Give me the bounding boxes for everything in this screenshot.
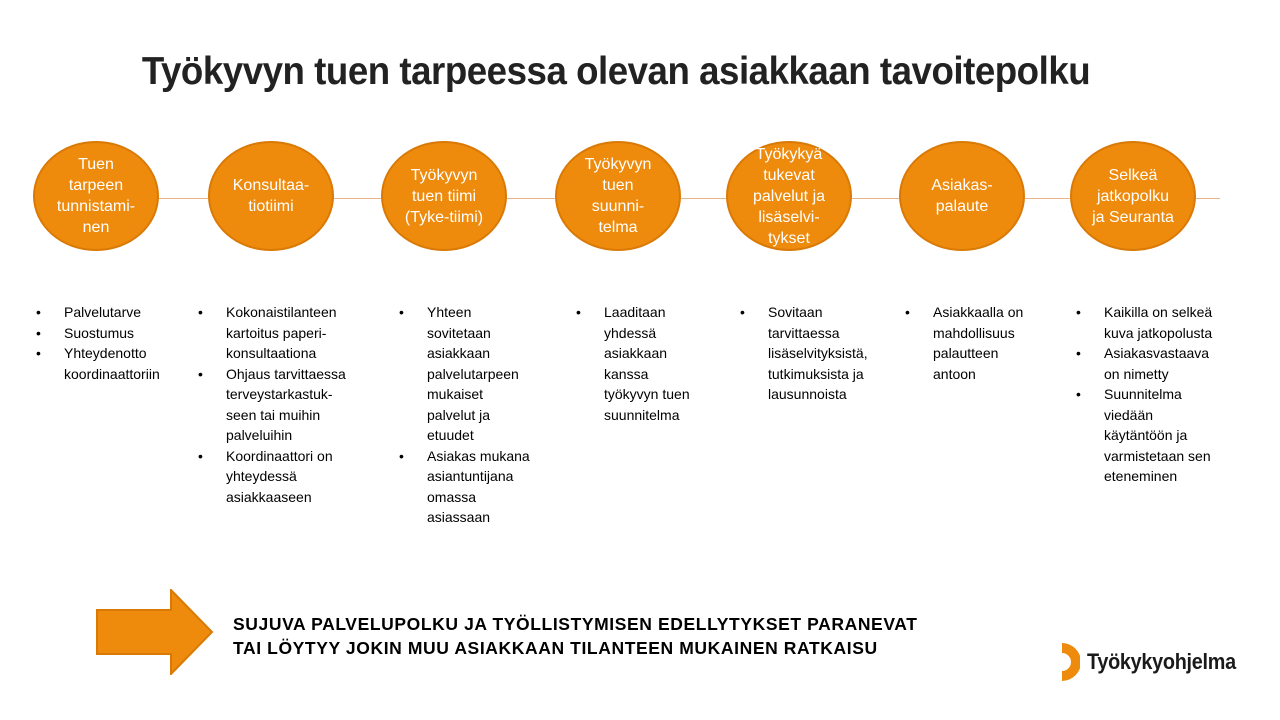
list-item: • Yhteydenotto koordinaattoriin <box>34 343 202 384</box>
step-details-3 <box>397 302 565 528</box>
step-circle-4 <box>555 141 681 251</box>
list-item: • Koordinaattori on yhteydessä asiakkaaseen <box>196 446 364 508</box>
list-item: • Asiakasvastaava on nimetty <box>1074 343 1254 384</box>
logo-mark-icon <box>1058 641 1080 683</box>
step-details-5 <box>738 302 906 405</box>
outcome-line-2: TAI LÖYTYY JOKIN MUU ASIAKKAAN TILANTEEN MUKAINEN RATKAISU <box>233 638 878 658</box>
step-circle-1 <box>33 141 159 251</box>
list-item: • Asiakkaalla on mahdollisuus palautteen antoon <box>903 302 1071 384</box>
outcome-text <box>233 612 1023 660</box>
list-item: • Yhteen sovitetaan asiakkaan palvelutarpeen mukaiset palvelut ja etuudet <box>397 302 565 446</box>
step-details-1 <box>34 302 202 384</box>
list-item: • Suostumus <box>34 323 202 344</box>
step-label-5: Työkykyä tukevat palvelut ja lisäselvi- tykset <box>752 145 826 247</box>
step-details-7 <box>1074 302 1254 487</box>
list-item: • Asiakas mukana asiantuntijana omassa asiassaan <box>397 446 565 528</box>
step-circle-3 <box>381 141 507 251</box>
right-arrow-icon <box>96 589 214 675</box>
list-item: • Laaditaan yhdessä asiakkaan kanssa työkyvyn tuen suunnitelma <box>574 302 742 425</box>
list-item: • Kaikilla on selkeä kuva jatkopolusta <box>1074 302 1254 343</box>
step-label-3: Työkyvyn tuen tiimi (Tyke-tiimi) <box>404 166 484 226</box>
step-details-6 <box>903 302 1071 384</box>
step-details-4 <box>574 302 742 425</box>
step-circle-6 <box>899 141 1025 251</box>
step-label-2: Konsultaa- tiotiimi <box>232 177 310 215</box>
list-item: • Sovitaan tarvittaessa lisäselvityksistä, tutkimuksista ja lausunnoista <box>738 302 906 405</box>
list-item: • Suunnitelma viedään käytäntöön ja varmistetaan sen eteneminen <box>1074 384 1254 487</box>
step-circle-7 <box>1070 141 1196 251</box>
step-circle-2 <box>208 141 334 251</box>
list-item: • Kokonaistilanteen kartoitus paperi- konsultaationa <box>196 302 364 364</box>
step-label-4: Työkyvyn tuen suunni- telma <box>584 156 652 236</box>
step-circle-5 <box>726 141 852 251</box>
list-item: • Ohjaus tarvittaessa terveystarkastuk- seen tai muihin palveluihin <box>196 364 364 446</box>
step-details-2 <box>196 302 364 507</box>
logo-text: Työkykyohjelma <box>1087 649 1236 674</box>
list-item: • Palvelutarve <box>34 302 202 323</box>
outcome-line-1: SUJUVA PALVELUPOLKU JA TYÖLLISTYMISEN EDELLYTYKSET PARANEVAT <box>233 614 918 634</box>
step-label-1: Tuen tarpeen tunnistami- nen <box>56 156 136 236</box>
logo <box>1058 641 1252 683</box>
step-label-6: Asiakas- palaute <box>931 177 993 215</box>
page-title: Työkyvyn tuen tarpeessa olevan asiakkaan tavoitepolku <box>141 50 1091 93</box>
step-label-7: Selkeä jatkopolku ja Seuranta <box>1092 166 1174 226</box>
